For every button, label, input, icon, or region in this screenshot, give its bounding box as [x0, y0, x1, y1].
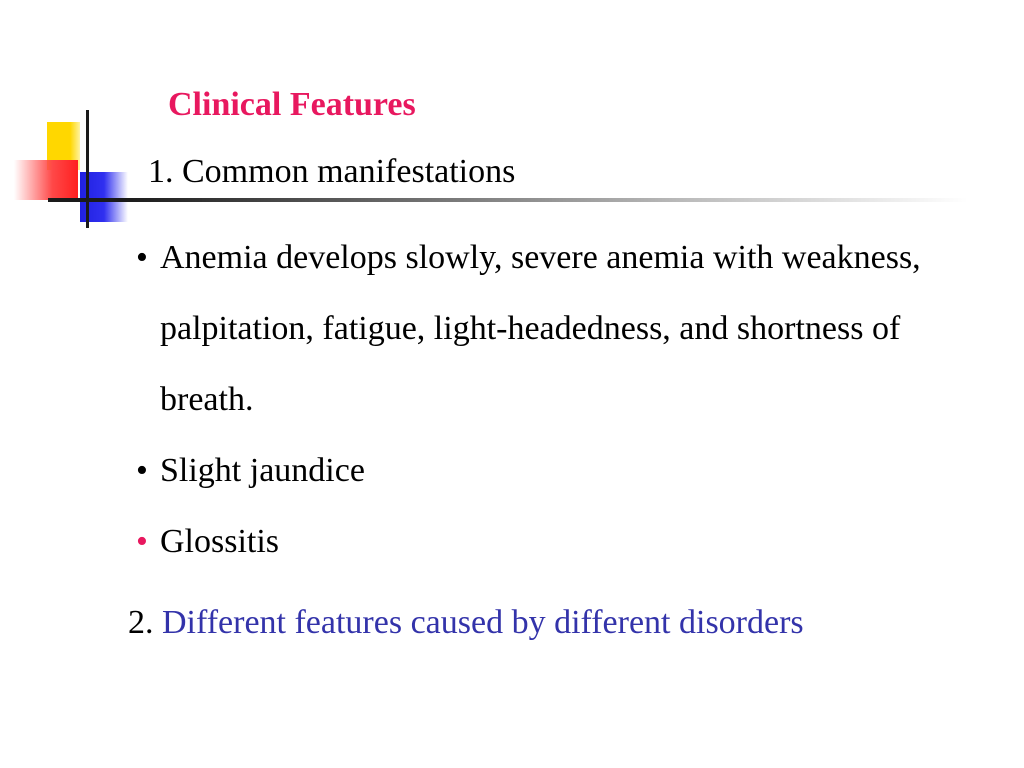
horizontal-divider-line	[48, 198, 968, 202]
bullet-item-glossitis	[136, 506, 966, 577]
bullet-marker: •	[136, 523, 148, 560]
bullet-text: Glossitis	[160, 523, 280, 560]
footer-line	[128, 604, 804, 642]
bullet-marker: •	[136, 239, 148, 276]
bullet-marker: •	[136, 452, 148, 489]
slide-subheading: 1. Common manifestations	[148, 153, 516, 190]
footer-text: Different features caused by different disorders	[162, 604, 804, 641]
slide-title: Clinical Features	[168, 86, 416, 123]
bullet-item-anemia	[136, 222, 966, 435]
red-square-shape	[14, 160, 78, 200]
bullet-text: Anemia develops slowly, severe anemia with weakness, palpitation, fatigue, light-headedness, and shortness of breath.	[160, 239, 921, 418]
bullet-text: Slight jaundice	[160, 452, 365, 489]
bullet-list	[136, 222, 966, 577]
decorative-logo	[0, 0, 140, 240]
footer-number: 2.	[128, 604, 154, 641]
vertical-divider-line	[86, 110, 89, 228]
bullet-item-jaundice	[136, 435, 966, 506]
